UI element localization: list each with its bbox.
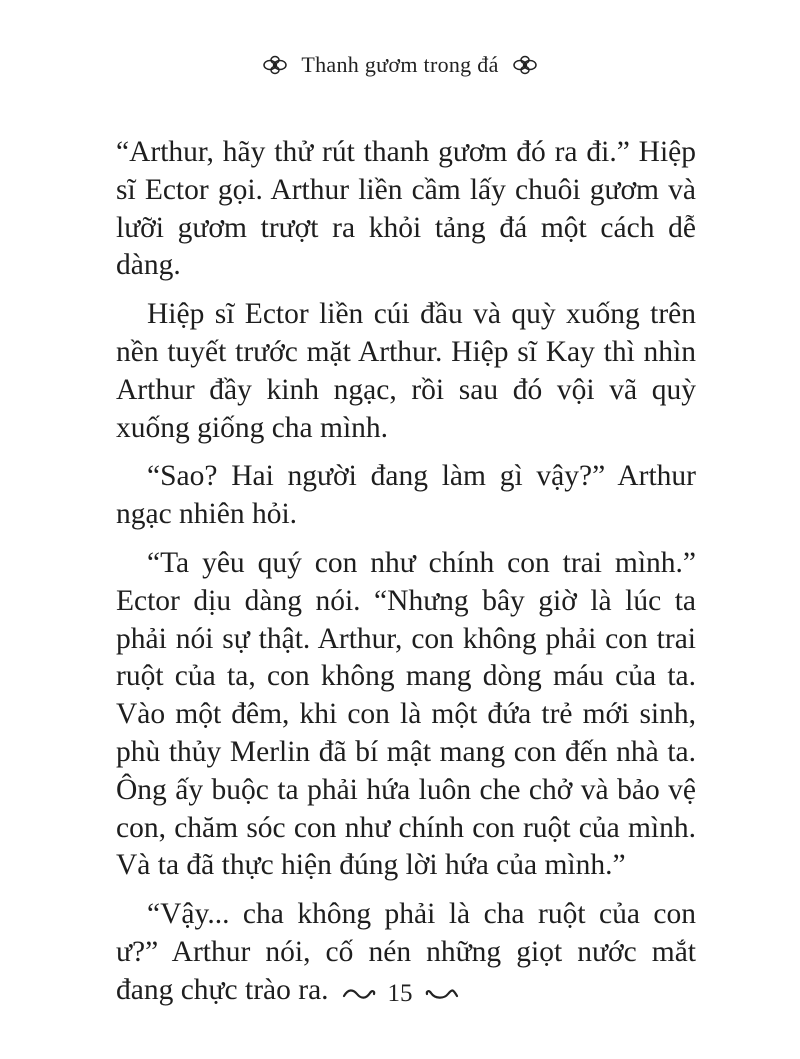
page-number: 15 [387,980,413,1007]
running-head [0,52,800,78]
paragraph: Hiệp sĩ Ector liền cúi đầu và quỳ xuống trên nền tuyết trước mặt Arthur. Hiệp sĩ Kay thì nhìn Arthur đầy kinh ngạc, rồi sau đó vội vã quỳ xuống giống cha mình. [116,298,696,444]
page-footer [0,980,800,1008]
knot-ornament-icon [511,55,539,75]
knot-ornament-icon [261,55,289,75]
paragraph: “Ta yêu quý con như chính con trai mình.” Ector dịu dàng nói. “Nhưng bây giờ là lúc ta phải nói sự thật. Arthur, con không phải con trai ruột của ta, con không mang dòng máu của ta. Vào một đêm, khi con là một đứa trẻ mới sinh, phù thủy Merlin đã bí mật mang con đến nhà ta. Ông ấy buộc ta phải hứa luôn che chở và bảo vệ con, chăm sóc con như chính con ruột của mình. Và ta đã thực hiện đúng lời hứa của mình.” [116,546,696,882]
paragraph: “Arthur, hãy thử rút thanh gươm đó ra đi.” Hiệp sĩ Ector gọi. Arthur liền cầm lấy chuôi gươm và lưỡi gươm trượt ra khỏi tảng đá một cách dễ dàng. [116,136,696,282]
body-text [116,134,696,1021]
paragraph: “Vậy... cha không phải là cha ruột của con ư?” Arthur nói, cố nén những giọt nước mắt đang chực trào ra. [116,898,696,1006]
paragraph: “Sao? Hai người đang làm gì vậy?” Arthur ngạc nhiên hỏi. [116,460,696,531]
swash-left-icon [342,987,376,1001]
running-head-title: Thanh gươm trong đá [301,52,499,77]
swash-right-icon [425,987,459,1001]
